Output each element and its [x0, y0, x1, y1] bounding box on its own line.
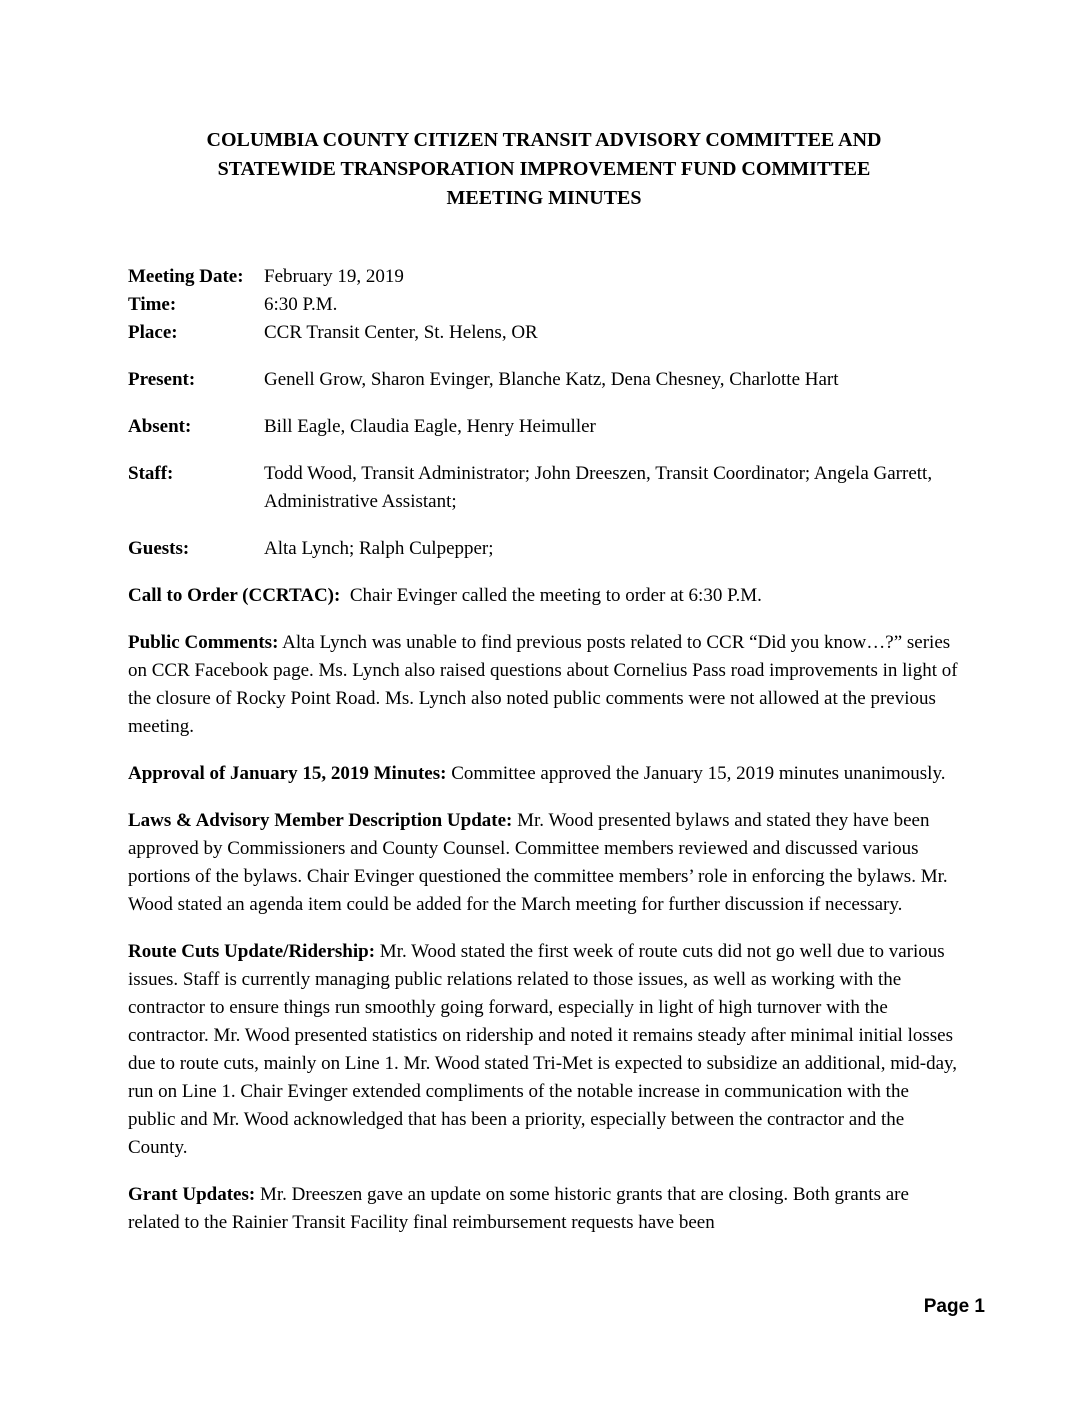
- document-title: [128, 126, 960, 213]
- present-label: Present:: [128, 369, 196, 390]
- meta-row-place: [128, 319, 960, 347]
- title-line-1: COLUMBIA COUNTY CITIZEN TRANSIT ADVISORY COMMITTEE AND: [206, 129, 882, 151]
- present-value: Genell Grow, Sharon Evinger, Blanche Katz, Dena Chesney, Charlotte Hart: [264, 369, 839, 390]
- meeting-date-label: Meeting Date:: [128, 266, 244, 287]
- meta-row-absent: [128, 413, 960, 441]
- meta-row-guests: [128, 535, 960, 563]
- route-cuts-text: Mr. Wood stated the first week of route cuts did not go well due to various issues. Staff is currently managing public relations related to those issues, as well as working with the contractor to ensure things run smoothly going forward, especially in light of high turnover with the contractor. Mr. Wood presented statistics on ridership and noted it remains steady after minimal initial losses due to route cuts, mainly on Line 1. Mr. Wood stated Tri-Met is expected to subsidize an additional, mid-day, run on Line 1. Chair Evinger extended compliments of the notable increase in communication with the public and Mr. Wood acknowledged that has been a priority, especially between the contractor and the County.: [128, 941, 962, 1158]
- meta-row-present: [128, 366, 960, 394]
- call-to-order-text: Chair Evinger called the meeting to order at 6:30 P.M.: [340, 585, 762, 606]
- title-line-2: STATEWIDE TRANSPORATION IMPROVEMENT FUND COMMITTEE: [217, 158, 871, 180]
- time-value: 6:30 P.M.: [264, 294, 338, 315]
- staff-label: Staff:: [128, 463, 174, 484]
- meeting-date-value: February 19, 2019: [264, 266, 404, 287]
- paragraph-route-cuts: [128, 938, 960, 1162]
- laws-advisory-text: Mr. Wood presented bylaws and stated they have been approved by Commissioners and County Counsel. Committee members reviewed and discussed various portions of the bylaws. Chair Evinger questioned the committee members’ role in enforcing the bylaws. Mr. Wood stated an agenda item could be added for the March meeting for further discussion if necessary.: [128, 810, 953, 915]
- absent-label: Absent:: [128, 416, 192, 437]
- laws-advisory-lead: Laws & Advisory Member Description Update:: [128, 810, 513, 831]
- approval-minutes-lead: Approval of January 15, 2019 Minutes:: [128, 763, 447, 784]
- title-line-3: MEETING MINUTES: [446, 187, 642, 209]
- public-comments-lead: Public Comments:: [128, 632, 279, 653]
- staff-value: Todd Wood, Transit Administrator; John Dreeszen, Transit Coordinator; Angela Garrett, Administrative Assistant;: [264, 463, 936, 512]
- meeting-meta: [128, 263, 960, 563]
- document-content: [128, 126, 963, 1237]
- call-to-order-lead: Call to Order (CCRTAC):: [128, 585, 341, 606]
- absent-value: Bill Eagle, Claudia Eagle, Henry Heimuller: [264, 416, 596, 437]
- public-comments-text: Alta Lynch was unable to find previous posts related to CCR “Did you know…?” series on CCR Facebook page. Ms. Lynch also raised questions about Cornelius Pass road improvements in light of the closure of Rocky Point Road. Ms. Lynch also noted public comments were not allowed at the previous meeting.: [128, 632, 963, 737]
- paragraph-grant-updates: [128, 1181, 960, 1237]
- meta-row-meeting-date: [128, 263, 960, 291]
- approval-minutes-text: Committee approved the January 15, 2019 minutes unanimously.: [446, 763, 946, 784]
- grant-updates-lead: Grant Updates:: [128, 1184, 256, 1205]
- time-label: Time:: [128, 294, 177, 315]
- meta-row-staff: [128, 460, 960, 516]
- paragraph-laws-advisory: [128, 807, 960, 919]
- guests-value: Alta Lynch; Ralph Culpepper;: [264, 538, 494, 559]
- paragraph-call-to-order: [128, 582, 960, 610]
- paragraph-approval-minutes: [128, 760, 960, 788]
- guests-label: Guests:: [128, 538, 190, 559]
- place-label: Place:: [128, 322, 178, 343]
- page-number: Page 1: [923, 1296, 985, 1317]
- place-value: CCR Transit Center, St. Helens, OR: [264, 322, 538, 343]
- grant-updates-text: Mr. Dreeszen gave an update on some historic grants that are closing. Both grants are related to the Rainier Transit Facility final reimbursement requests have been: [128, 1184, 914, 1233]
- meta-row-time: [128, 291, 960, 319]
- minutes-body: [128, 582, 963, 1237]
- paragraph-public-comments: [128, 629, 963, 741]
- route-cuts-lead: Route Cuts Update/Ridership:: [128, 941, 376, 962]
